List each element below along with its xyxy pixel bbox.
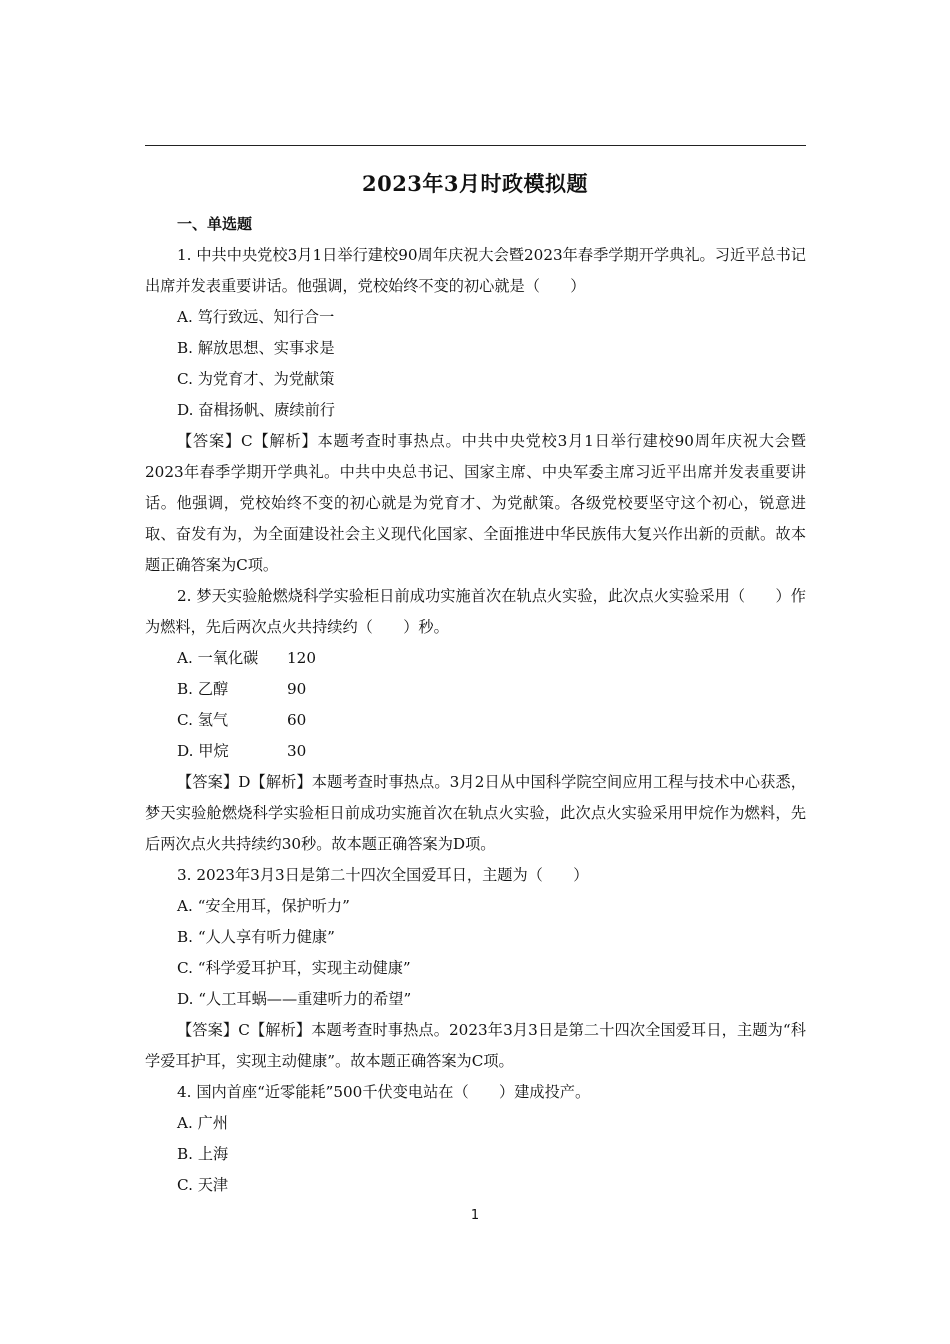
question-1-option-b: B. 解放思想、实事求是 xyxy=(177,339,335,357)
page-title: 2023年3月时政模拟题 xyxy=(361,171,589,196)
option-label: A. 一氧化碳 xyxy=(177,649,259,667)
question-4-option-c: C. 天津 xyxy=(177,1176,229,1194)
question-2-option-b xyxy=(145,674,806,705)
question-2-option-d xyxy=(145,736,806,767)
option-value: 60 xyxy=(287,711,307,729)
question-3-answer: 【答案】C【解析】本题考查时事热点。2023年3月3日是第二十四次全国爱耳日，主题为“科学爱耳护耳，实现主动健康”。故本题正确答案为C项。 xyxy=(145,1021,806,1070)
question-1-option-a: A. 笃行致远、知行合一 xyxy=(177,308,335,326)
question-3-option-c: C. “科学爱耳护耳，实现主动健康” xyxy=(177,959,411,977)
question-3-option-d: D. “人工耳蜗——重建听力的希望” xyxy=(177,990,412,1008)
question-4-option-b: B. 上海 xyxy=(177,1145,229,1163)
question-1-answer: 【答案】C【解析】本题考查时事热点。中共中央党校3月1日举行建校90周年庆祝大会暨2023年春季学期开学典礼。中共中央总书记、国家主席、中央军委主席习近平出席并发表重要讲话。他强调，党校始终不变的初心就是为党育才、为党献策。各级党校要坚守这个初心，锐意进取、奋发有为，为全面建设社会主义现代化国家、全面推进中华民族伟大复兴作出新的贡献。故本题正确答案为C项。 xyxy=(145,432,806,574)
option-value: 120 xyxy=(287,649,316,667)
header-rule xyxy=(145,145,806,146)
option-label: C. 氢气 xyxy=(177,711,229,729)
question-3-option-b: B. “人人享有听力健康” xyxy=(177,928,335,946)
question-4-stem: 4. 国内首座“近零能耗”500千伏变电站在（ ）建成投产。 xyxy=(177,1083,591,1101)
question-2-stem: 2. 梦天实验舱燃烧科学实验柜日前成功实施首次在轨点火实验，此次点火实验采用（ ）作为燃料，先后两次点火共持续约（ ）秒。 xyxy=(145,587,806,636)
document-body xyxy=(145,209,806,1201)
option-value: 30 xyxy=(287,742,307,760)
question-1-stem: 1. 中共中央党校3月1日举行建校90周年庆祝大会暨2023年春季学期开学典礼。习近平总书记出席并发表重要讲话。他强调，党校始终不变的初心就是（ ） xyxy=(145,246,806,295)
option-value: 90 xyxy=(287,680,307,698)
question-2-option-c xyxy=(145,705,806,736)
question-3-stem: 3. 2023年3月3日是第二十四次全国爱耳日，主题为（ ） xyxy=(177,866,589,884)
option-label: B. 乙醇 xyxy=(177,680,229,698)
question-4-option-a: A. 广州 xyxy=(177,1114,228,1132)
question-2-answer: 【答案】D【解析】本题考查时事热点。3月2日从中国科学院空间应用工程与技术中心获悉，梦天实验舱燃烧科学实验柜日前成功实施首次在轨点火实验，此次点火实验采用甲烷作为燃料，先后两次点火共持续约30秒。故本题正确答案为D项。 xyxy=(145,773,806,853)
question-3-option-a: A. “安全用耳，保护听力” xyxy=(177,897,350,915)
page-number: 1 xyxy=(470,1208,480,1223)
option-label: D. 甲烷 xyxy=(177,742,229,760)
question-1-option-c: C. 为党育才、为党献策 xyxy=(177,370,335,388)
section-heading: 一、单选题 xyxy=(177,215,253,233)
question-1-option-d: D. 奋楫扬帆、赓续前行 xyxy=(177,401,335,419)
question-2-option-a xyxy=(145,643,806,674)
